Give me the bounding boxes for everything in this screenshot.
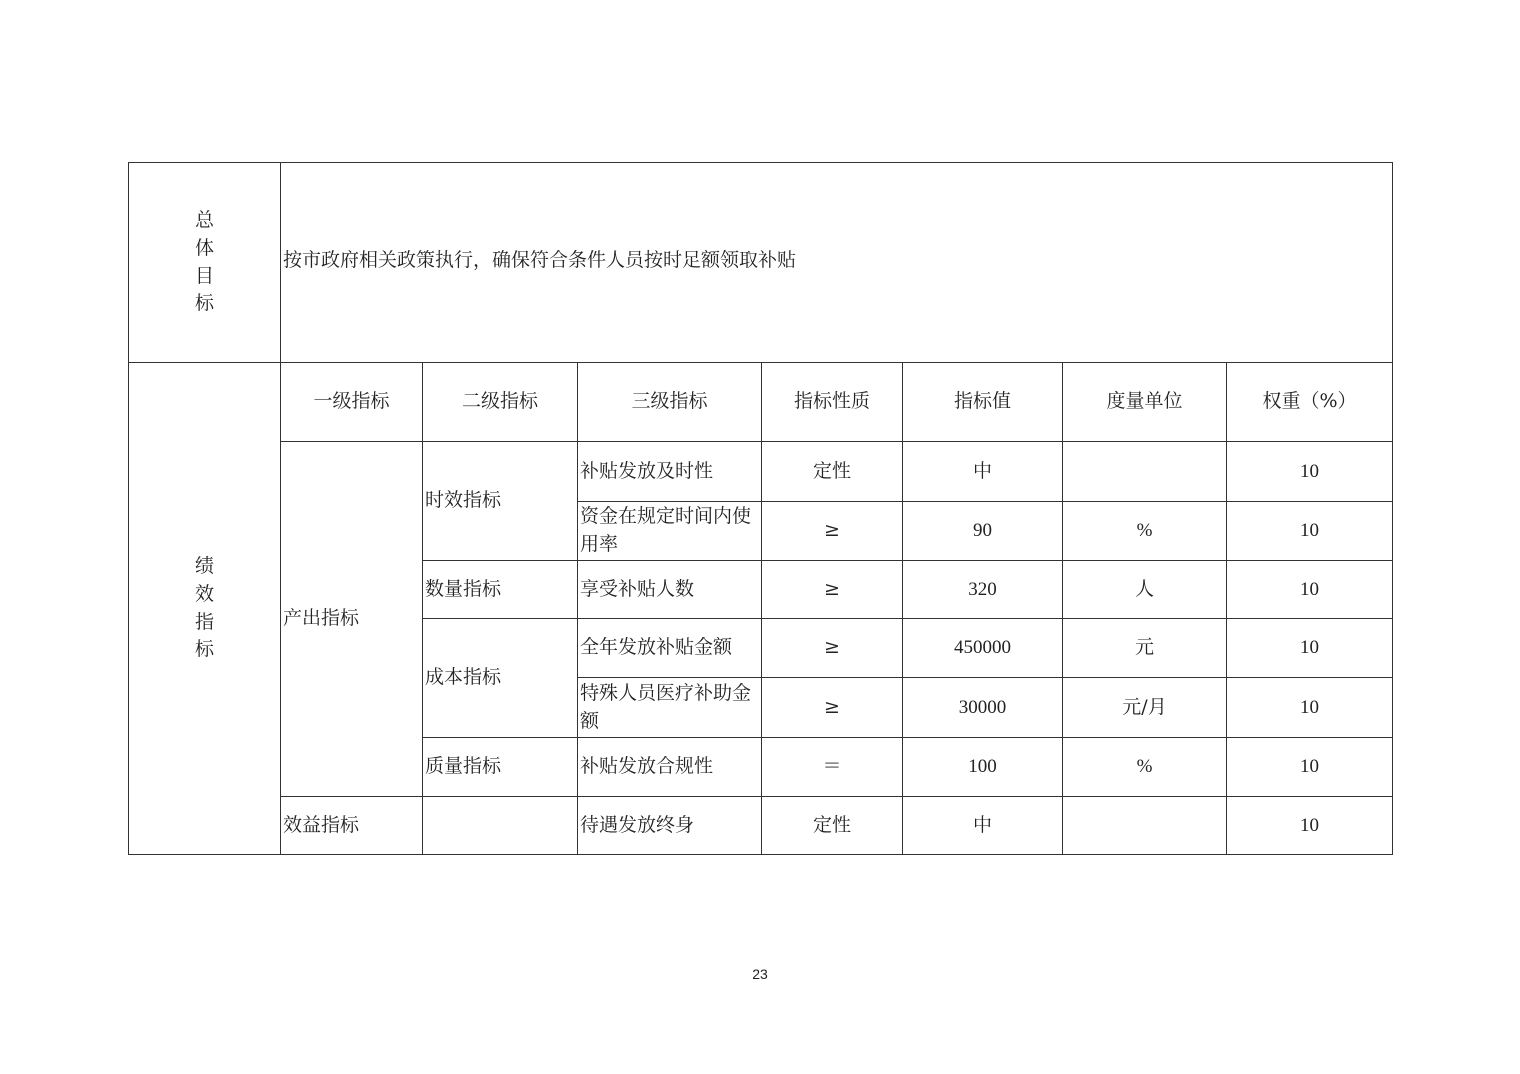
nature-cell: ≥ [762,502,903,561]
unit-cell: % [1063,738,1227,797]
weight-cell: 10 [1227,678,1393,738]
summary-label-char: 体 [194,236,214,259]
table-row [129,797,1393,855]
nature-cell: ≥ [762,619,903,678]
header-cell: 一级指标 [281,363,423,442]
value-cell: 中 [903,797,1063,855]
unit-cell: 元/月 [1063,678,1227,738]
value-cell: 450000 [903,619,1063,678]
value-cell: 320 [903,561,1063,619]
unit-cell [1063,442,1227,502]
table-row [129,442,1393,502]
nature-cell: 定性 [762,442,903,502]
value-cell: 30000 [903,678,1063,738]
level1-cell: 产出指标 [281,442,423,797]
level3-cell: 资金在规定时间内使用率 [578,502,762,561]
header-cell: 度量单位 [1063,363,1227,442]
unit-cell [1063,797,1227,855]
indicators-label-char: 标 [194,638,214,661]
nature-cell: ≥ [762,678,903,738]
level2-cell [423,797,578,855]
weight-cell: 10 [1227,502,1393,561]
header-row [129,363,1393,442]
level2-cell: 时效指标 [423,442,578,561]
level1-cell: 效益指标 [281,797,423,855]
indicators-label-char: 指 [194,610,214,633]
weight-cell: 10 [1227,442,1393,502]
header-cell: 指标值 [903,363,1063,442]
page-number: 23 [752,966,768,982]
performance-target-table [128,162,1393,855]
level3-cell: 全年发放补贴金额 [578,619,762,678]
unit-cell: 人 [1063,561,1227,619]
value-cell: 90 [903,502,1063,561]
unit-cell: % [1063,502,1227,561]
level2-cell: 数量指标 [423,561,578,619]
indicators-label [129,363,281,855]
level3-cell: 补贴发放及时性 [578,442,762,502]
weight-cell: 10 [1227,797,1393,855]
summary-text: 按市政府相关政策执行，确保符合条件人员按时足额领取补贴 [281,163,1393,363]
indicators-label-char: 效 [194,582,214,605]
level3-cell: 特殊人员医疗补助金额 [578,678,762,738]
unit-cell: 元 [1063,619,1227,678]
value-cell: 100 [903,738,1063,797]
header-cell: 三级指标 [578,363,762,442]
summary-label-char: 总 [194,209,214,232]
level3-cell: 待遇发放终身 [578,797,762,855]
weight-cell: 10 [1227,619,1393,678]
weight-cell: 10 [1227,738,1393,797]
nature-cell: ＝ [762,738,903,797]
summary-row [129,163,1393,363]
value-cell: 中 [903,442,1063,502]
level3-cell: 享受补贴人数 [578,561,762,619]
header-cell: 指标性质 [762,363,903,442]
summary-label-char: 目 [194,264,214,287]
header-cell: 二级指标 [423,363,578,442]
level3-cell: 补贴发放合规性 [578,738,762,797]
nature-cell: ≥ [762,561,903,619]
level2-cell: 质量指标 [423,738,578,797]
indicators-label-char: 绩 [194,555,214,578]
nature-cell: 定性 [762,797,903,855]
level2-cell: 成本指标 [423,619,578,738]
weight-cell: 10 [1227,561,1393,619]
header-cell: 权重（%） [1227,363,1393,442]
summary-label-char: 标 [194,292,214,315]
summary-label [129,163,281,363]
